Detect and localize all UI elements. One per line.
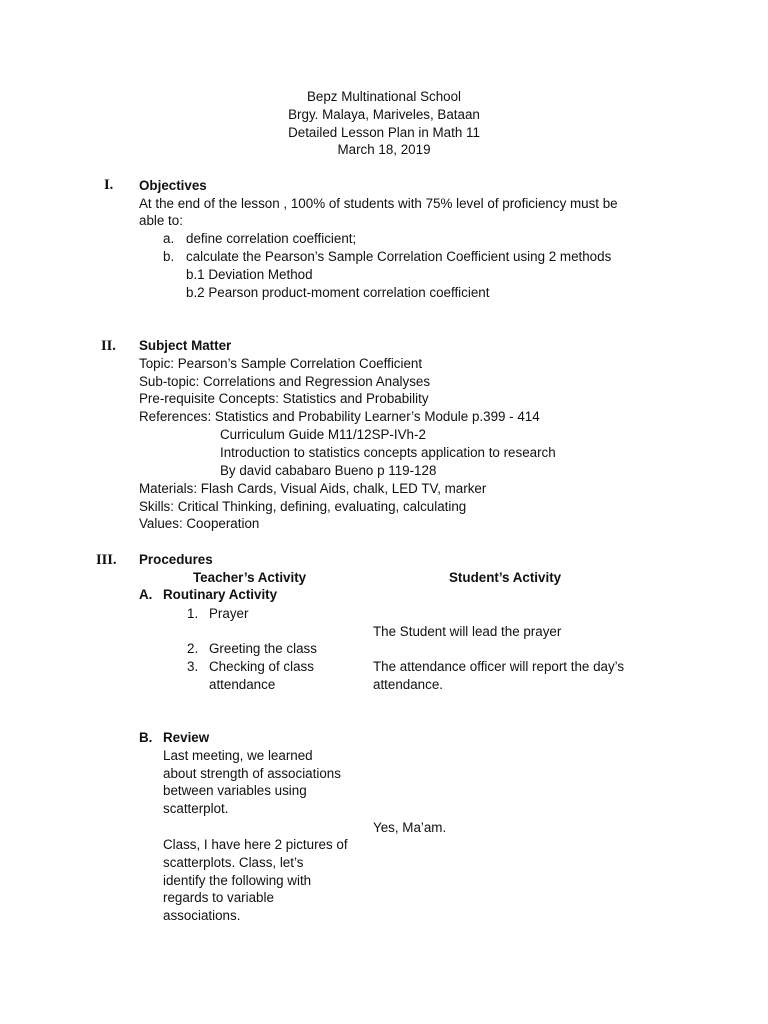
objectives-intro-line2: able to: — [139, 213, 183, 228]
section-3-heading: Procedures — [139, 552, 213, 567]
objective-b: calculate the Pearson’s Sample Correlation Coefficient using 2 methods — [186, 249, 612, 264]
review-p2-line1: Class, I have here 2 pictures of — [163, 837, 348, 852]
step-3-marker: 3. — [187, 659, 199, 674]
review-p1-line1: Last meeting, we learned — [163, 748, 313, 763]
step-1-student: The Student will lead the prayer — [373, 624, 562, 639]
subject-prereq: Pre-requisite Concepts: Statistics and Probability — [139, 391, 429, 406]
plan-title: Detailed Lesson Plan in Math 11 — [288, 125, 480, 140]
step-3-line2: attendance — [209, 677, 276, 692]
review-p1-line2: about strength of associations — [163, 766, 341, 781]
review-p2-line3: identify the following with — [163, 873, 312, 888]
review-student-response: Yes, Ma’am. — [373, 820, 447, 835]
subject-reference-3: Introduction to statistics concepts application to research — [220, 445, 556, 460]
subsection-a-heading: Routinary Activity — [163, 587, 278, 602]
section-1-heading: Objectives — [139, 178, 207, 193]
review-p2-line2: scatterplots. Class, let’s — [163, 855, 304, 870]
subject-subtopic: Sub-topic: Correlations and Regression Analyses — [139, 374, 431, 389]
objective-b2: b.2 Pearson product-moment correlation coefficient — [186, 285, 490, 300]
section-1-numeral: I. — [104, 177, 114, 193]
step-1: Prayer — [209, 606, 249, 621]
student-activity-header: Student’s Activity — [449, 570, 562, 585]
section-2-numeral: II. — [101, 338, 116, 354]
objectives-intro-line1: At the end of the lesson , 100% of students with 75% level of proficiency must be — [139, 196, 618, 211]
step-2-marker: 2. — [187, 641, 199, 656]
subject-values: Values: Cooperation — [139, 516, 260, 531]
step-3-student-line1: The attendance officer will report the day’s — [373, 659, 625, 674]
objective-b1: b.1 Deviation Method — [186, 267, 313, 282]
section-3-numeral: III. — [96, 552, 117, 568]
subject-reference-1: References: Statistics and Probability Learner’s Module p.399 - 414 — [139, 409, 540, 424]
subject-topic: Topic: Pearson’s Sample Correlation Coefficient — [139, 356, 423, 371]
review-p1-line4: scatterplot. — [163, 801, 229, 816]
review-p2-line4: regards to variable — [163, 890, 274, 905]
subject-reference-4: By david cababaro Bueno p 119-128 — [220, 463, 437, 478]
subject-skills: Skills: Critical Thinking, defining, evaluating, calculating — [139, 499, 467, 514]
section-2-heading: Subject Matter — [139, 338, 232, 353]
subject-reference-2: Curriculum Guide M11/12SP-IVh-2 — [220, 427, 426, 442]
school-address: Brgy. Malaya, Mariveles, Bataan — [288, 107, 480, 122]
subsection-a-marker: A. — [139, 587, 153, 602]
step-3-student-line2: attendance. — [373, 677, 443, 692]
step-2: Greeting the class — [209, 641, 317, 656]
objective-b-marker: b. — [163, 249, 175, 264]
subject-materials: Materials: Flash Cards, Visual Aids, chalk, LED TV, marker — [139, 481, 487, 496]
school-name: Bepz Multinational School — [306, 89, 462, 104]
review-p2-line5: associations. — [163, 908, 241, 923]
subsection-b-heading: Review — [163, 730, 210, 745]
step-3-line1: Checking of class — [209, 659, 314, 674]
review-p1-line3: between variables using — [163, 783, 307, 798]
teacher-activity-header: Teacher’s Activity — [193, 570, 307, 585]
plan-date: March 18, 2019 — [337, 142, 431, 157]
subsection-b-marker: B. — [139, 730, 153, 745]
step-1-marker: 1. — [187, 606, 199, 621]
objective-a-marker: a. — [163, 231, 175, 246]
objective-a: define correlation coefficient; — [186, 231, 357, 246]
